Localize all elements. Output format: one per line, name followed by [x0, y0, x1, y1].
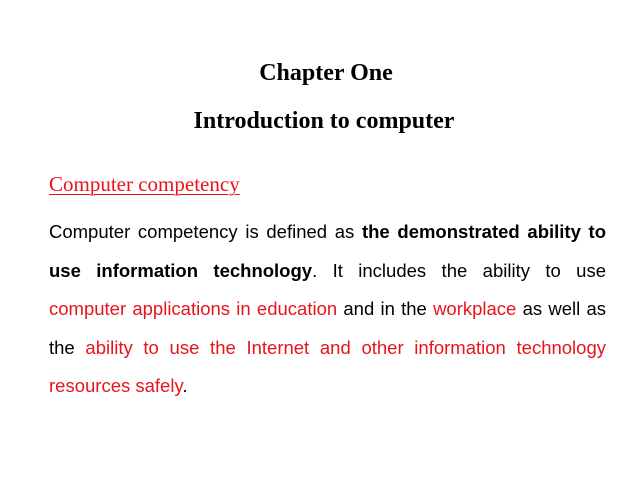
- section-heading: Computer competency: [49, 172, 240, 196]
- paragraph-highlight: workplace: [433, 298, 517, 319]
- paragraph-text: and in the: [337, 298, 434, 319]
- paragraph-text: Computer competency is defined as: [49, 221, 362, 242]
- paragraph-text: .: [182, 375, 188, 396]
- paragraph-highlight: computer applications in education: [49, 298, 338, 319]
- chapter-title: Chapter One: [259, 60, 393, 86]
- body-paragraph: [49, 213, 606, 406]
- chapter-subtitle: Introduction to computer: [193, 108, 455, 134]
- paragraph-text: as well as the: [49, 298, 606, 358]
- paragraph-highlight: ability to use the Internet and other information technology resources safely: [49, 336, 606, 396]
- paragraph-text: . It includes the ability to use: [312, 259, 606, 281]
- paragraph-bold-phrase: the demonstrated ability to use information technology: [49, 221, 607, 281]
